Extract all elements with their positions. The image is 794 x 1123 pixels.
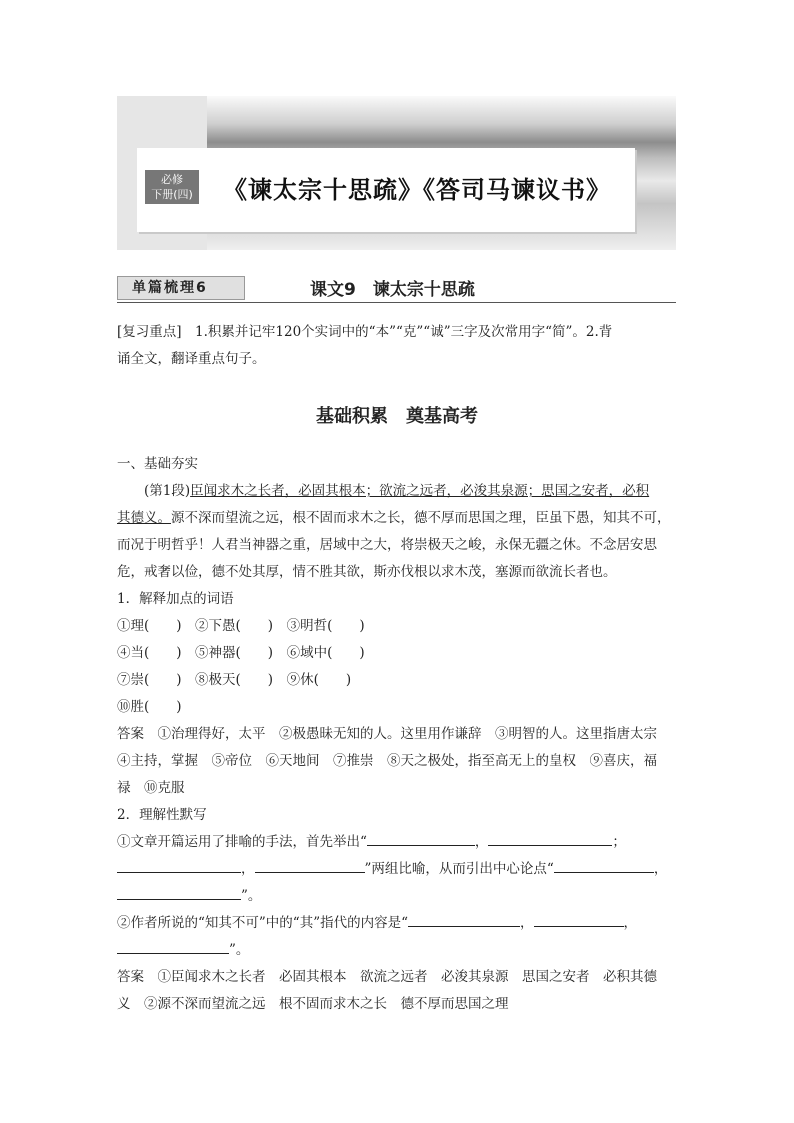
- question-2-line-1: [117, 830, 626, 850]
- answer-blank[interactable]: [117, 939, 229, 954]
- passage-line-4: 危，戒奢以俭，德不处其厚，情不胜其欲，斯亦伐根以求木茂，塞源而欲流长者也。: [117, 564, 617, 580]
- section-badge: 单篇梳理6: [117, 276, 245, 300]
- answer-blank[interactable]: [554, 858, 654, 873]
- q2-comma: ，: [241, 861, 255, 877]
- answer-1-line-1: 答案 ①治理得好，太平 ②极愚昧无知的人。这里用作谦辞 ③明智的人。这里指唐太宗: [117, 726, 657, 742]
- passage-line-1: [144, 479, 649, 499]
- answer-2-line-1: 答案 ①臣闻求木之长者 必固其根本 欲流之远者 必浚其泉源 思国之安者 必积其德: [117, 969, 657, 985]
- passage-underlined-1: 臣闻求木之长者，必固其根本；欲流之远者，必浚其泉源；思国之安者，必积: [190, 483, 650, 499]
- q2-close-quote: ”。: [241, 888, 262, 904]
- q2-comma: ，: [474, 834, 489, 850]
- question-1-row-3: ⑦崇( ) ⑧极天( ) ⑨休( ): [117, 672, 352, 688]
- review-line-1: [复习重点] 1.积累并记牢120个实词中的“本”“克”“诚”三字及次常用字“简”。2.背: [117, 324, 613, 340]
- title-banner: [117, 96, 676, 250]
- banner-card: [137, 148, 635, 232]
- answer-blank[interactable]: [117, 858, 241, 873]
- question-2-title: 2．理解性默写: [117, 807, 207, 823]
- passage-line-2-rest: 源不深而望流之远，根不固而求木之长，德不厚而思国之理，臣虽下愚，知其不可，: [171, 510, 671, 526]
- passage-line-2: [117, 506, 671, 526]
- answer-blank[interactable]: [117, 885, 241, 900]
- answer-blank[interactable]: [534, 912, 624, 927]
- q2-comma: ，: [623, 915, 638, 931]
- passage-line-3: 而况于明哲乎！人君当神器之重，居域中之大，将崇极天之峻，永保无疆之休。不念居安思: [117, 537, 657, 553]
- answer-1-line-2: ④主持，掌握 ⑤帝位 ⑥天地间 ⑦推崇 ⑧天之极处，指至高无上的皇权 ⑨喜庆，福: [117, 753, 657, 769]
- lesson-title: 课文9 谏太宗十思疏: [310, 280, 475, 300]
- volume-tag-line1: 必修: [161, 173, 183, 186]
- volume-tag-line2: 下册(四): [151, 188, 193, 201]
- answer-1-line-3: 禄 ⑩克服: [117, 780, 185, 796]
- passage-paragraph-marker: (第1段): [144, 483, 191, 499]
- section-header: [117, 274, 676, 303]
- question-1-row-2: ④当( ) ⑤神器( ) ⑥域中( ): [117, 645, 365, 661]
- q2-comma: ，: [520, 915, 534, 931]
- answer-2-line-2: 义 ②源不深而望流之远 根不固而求木之长 德不厚而思国之理: [117, 996, 509, 1012]
- question-2-line-2: [117, 857, 667, 877]
- q2-close-quote: ”。: [229, 942, 250, 958]
- section-heading: 基础积累 奠基高考: [316, 406, 478, 427]
- answer-blank[interactable]: [408, 912, 520, 927]
- passage-underlined-2: 其德义。: [117, 510, 171, 526]
- answer-blank[interactable]: [367, 831, 475, 846]
- q2-comma: ，: [653, 861, 668, 877]
- review-line-2: 诵全文，翻译重点句子。: [117, 351, 266, 367]
- q2-prompt-2: ”两组比喻，从而引出中心论点“: [364, 861, 554, 877]
- question-1-row-1: ①理( ) ②下愚( ) ③明哲( ): [117, 618, 365, 634]
- q2-semicolon: ；: [612, 834, 626, 850]
- q2-prompt-3: ②作者所说的“知其不可”中的“其”指代的内容是“: [117, 915, 409, 931]
- question-1-title: 1．解释加点的词语: [117, 591, 234, 607]
- answer-blank[interactable]: [255, 858, 365, 873]
- part-heading: 一、基础夯实: [117, 456, 198, 472]
- question-2-line-5: [117, 938, 249, 958]
- question-1-row-4: ⑩胜( ): [117, 699, 182, 715]
- question-2-line-4: [117, 911, 637, 931]
- q2-prompt-1: ①文章开篇运用了排喻的手法，首先举出“: [117, 834, 367, 850]
- volume-tag: [145, 170, 199, 204]
- page-title: 《谏太宗十思疏》《答司马谏议书》: [223, 176, 611, 204]
- question-2-line-3: [117, 884, 261, 904]
- answer-blank[interactable]: [488, 831, 612, 846]
